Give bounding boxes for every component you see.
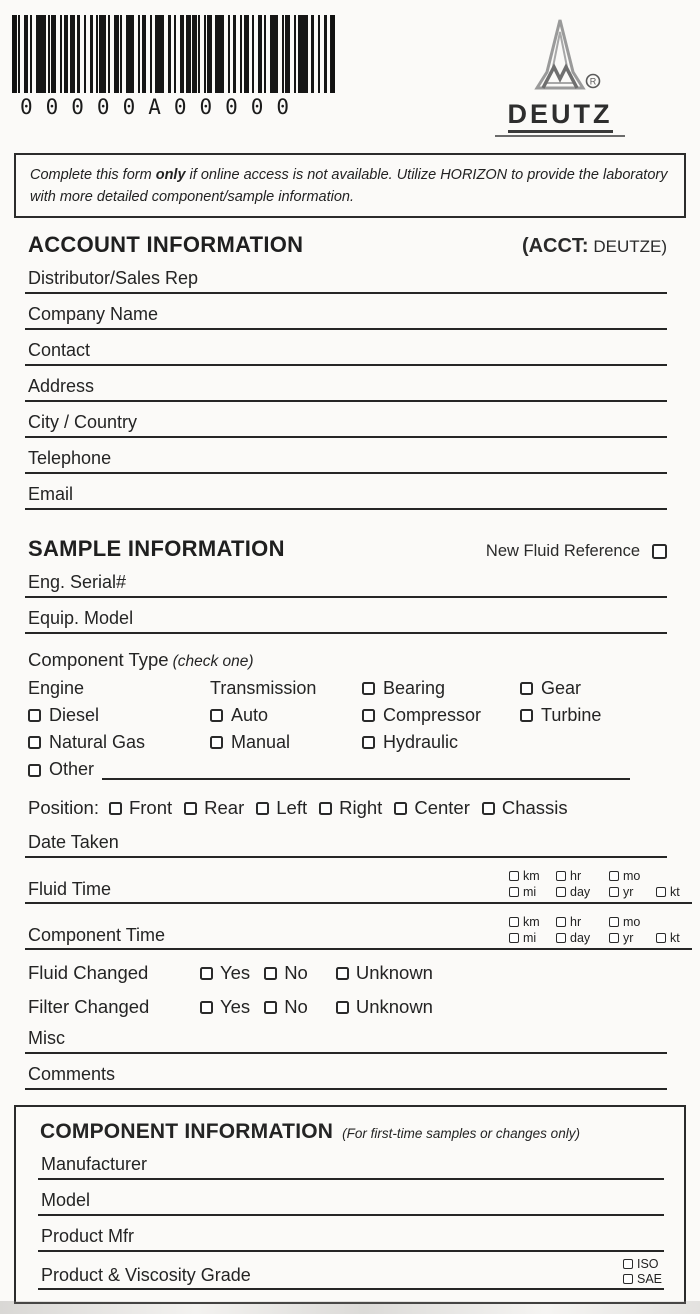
unit-mo[interactable] (609, 915, 656, 929)
no-label: No (284, 962, 308, 983)
account-title: ACCOUNT INFORMATION (28, 232, 304, 257)
kt-checkbox[interactable] (656, 887, 666, 897)
deutz-wordmark: DEUTZ (508, 101, 613, 133)
km-checkbox[interactable] (509, 871, 519, 881)
hr-label: hr (570, 869, 582, 883)
no-checkbox[interactable] (264, 967, 277, 980)
acct-label: (ACCT: (521, 235, 589, 257)
auto-label: Auto (231, 705, 269, 725)
svg-text:R: R (589, 76, 597, 87)
left-label: Left (276, 797, 308, 818)
unit-mi[interactable] (509, 931, 556, 945)
filter-changed-yes[interactable] (200, 996, 250, 1018)
position-front[interactable] (109, 797, 172, 819)
field-distributor[interactable] (25, 267, 667, 294)
field-label-city-country: City / Country (28, 412, 138, 432)
component-type-grid (28, 678, 667, 753)
km-label: km (523, 915, 540, 929)
field-eng-serial[interactable] (25, 571, 667, 598)
unknown-checkbox[interactable] (336, 967, 349, 980)
component-type-label (28, 649, 667, 671)
ct-option-auto[interactable] (210, 705, 362, 726)
field-equip-model[interactable] (25, 607, 667, 634)
turbine-checkbox[interactable] (520, 709, 533, 722)
right-checkbox[interactable] (319, 802, 332, 815)
field-company-name[interactable] (25, 303, 667, 330)
instruction-text-bold: only (155, 167, 186, 183)
deutz-logo (472, 15, 648, 137)
mi-label: mi (523, 885, 537, 899)
gear-label: Gear (541, 678, 582, 698)
instruction-box (14, 153, 686, 218)
hr-checkbox[interactable] (556, 917, 566, 927)
field-label-component-time: Component Time (28, 925, 166, 945)
mo-checkbox[interactable] (609, 917, 619, 927)
field-label-telephone: Telephone (28, 448, 112, 468)
field-label-company-name: Company Name (28, 304, 159, 324)
position-chassis[interactable] (482, 797, 568, 819)
unit-day[interactable] (556, 885, 609, 899)
ct-header-transmission (210, 678, 362, 699)
other-checkbox[interactable] (28, 764, 41, 777)
bearing-label: Bearing (383, 678, 446, 698)
field-label-fluid-time: Fluid Time (28, 879, 112, 899)
deutz-spire-icon (494, 17, 626, 101)
field-manufacturer[interactable] (38, 1153, 664, 1180)
component-time-units (509, 914, 690, 946)
unit-yr[interactable] (609, 885, 656, 899)
unit-mo[interactable] (609, 869, 656, 883)
instruction-text-1: Complete this form (30, 167, 156, 183)
unknown-checkbox[interactable] (336, 1001, 349, 1014)
ct-option-hydraulic[interactable] (362, 732, 520, 753)
mo-label: mo (623, 915, 641, 929)
mi-label: mi (523, 931, 537, 945)
rear-checkbox[interactable] (184, 802, 197, 815)
ct-empty-cell (520, 732, 667, 753)
position-label: Position: (28, 797, 99, 818)
unit-km[interactable] (509, 869, 556, 883)
kt-label: kt (670, 931, 680, 945)
yr-checkbox[interactable] (609, 933, 619, 943)
field-email[interactable] (25, 483, 667, 510)
kt-label: kt (670, 885, 680, 899)
new-fluid-reference (486, 542, 667, 561)
field-label-date-taken: Date Taken (28, 832, 119, 852)
ct-option-bearing[interactable] (362, 678, 520, 699)
sae-label: SAE (636, 1271, 662, 1286)
no-checkbox[interactable] (264, 1001, 277, 1014)
unknown-label: Unknown (355, 996, 433, 1017)
filter-changed-unknown[interactable] (336, 996, 433, 1018)
day-checkbox[interactable] (556, 933, 566, 943)
position-right[interactable] (319, 797, 382, 819)
field-label-distributor: Distributor/Sales Rep (28, 268, 199, 288)
field-label-comments: Comments (28, 1064, 116, 1084)
scan-edge-artifact (0, 1301, 700, 1314)
yes-label: Yes (220, 962, 251, 983)
fluid-changed-no[interactable] (264, 962, 308, 984)
left-checkbox[interactable] (256, 802, 269, 815)
unknown-label: Unknown (355, 962, 433, 983)
filter-changed-no[interactable] (264, 996, 308, 1018)
yes-checkbox[interactable] (200, 967, 213, 980)
manual-checkbox[interactable] (210, 736, 223, 749)
yes-checkbox[interactable] (200, 1001, 213, 1014)
yr-label: yr (623, 885, 634, 899)
mo-label: mo (623, 869, 641, 883)
ct-header-transmission-label: Transmission (210, 678, 317, 698)
yr-label: yr (623, 931, 634, 945)
position-left[interactable] (256, 797, 307, 819)
new-fluid-reference-label: New Fluid Reference (485, 542, 640, 560)
unit-hr[interactable] (556, 915, 609, 929)
account-number (522, 235, 667, 258)
field-city-country[interactable] (25, 411, 667, 438)
fluid-changed-unknown[interactable] (336, 962, 433, 984)
field-date-taken[interactable] (25, 831, 667, 858)
field-comments[interactable] (25, 1063, 667, 1090)
barcode-bars (12, 15, 335, 93)
unit-hr[interactable] (556, 869, 609, 883)
component-type-note: (check one) (172, 653, 254, 670)
center-checkbox[interactable] (394, 802, 407, 815)
ct-option-turbine[interactable] (520, 705, 667, 726)
component-information-box (14, 1105, 686, 1304)
hydraulic-label: Hydraulic (383, 732, 459, 752)
unit-kt[interactable] (656, 931, 690, 945)
ct-option-natural-gas[interactable] (28, 732, 210, 753)
unit-km[interactable] (509, 915, 556, 929)
field-fluid-time[interactable] (25, 868, 692, 904)
ct-header-engine-label: Engine (28, 678, 85, 698)
component-type-title: Component Type (28, 649, 169, 670)
km-checkbox[interactable] (509, 917, 519, 927)
center-label: Center (414, 797, 470, 818)
natural-gas-label: Natural Gas (49, 732, 146, 752)
grade-sae[interactable] (623, 1272, 662, 1286)
km-label: km (523, 869, 540, 883)
field-component-time[interactable] (25, 914, 692, 950)
field-label-product-viscosity-grade: Product & Viscosity Grade (41, 1265, 251, 1285)
rear-label: Rear (204, 797, 245, 818)
field-label-product-mfr: Product Mfr (41, 1226, 135, 1246)
barcode-value: 00000A00000 (20, 95, 303, 119)
day-label: day (570, 931, 591, 945)
field-label-address: Address (28, 376, 95, 396)
filter-changed-row (28, 996, 667, 1018)
mi-checkbox[interactable] (509, 933, 519, 943)
field-label-email: Email (28, 484, 74, 504)
unit-day[interactable] (556, 931, 609, 945)
ct-header-engine (28, 678, 210, 699)
right-label: Right (339, 797, 383, 818)
hr-label: hr (570, 915, 582, 929)
field-contact[interactable] (25, 339, 667, 366)
field-label-equip-model: Equip. Model (28, 608, 134, 628)
manual-label: Manual (231, 732, 291, 752)
barcode (12, 15, 335, 119)
auto-checkbox[interactable] (210, 709, 223, 722)
mo-checkbox[interactable] (609, 871, 619, 881)
bearing-checkbox[interactable] (362, 682, 375, 695)
new-fluid-reference-checkbox[interactable] (652, 544, 667, 559)
field-label-contact: Contact (28, 340, 91, 360)
other-write-in-line[interactable] (102, 760, 630, 780)
grade-iso[interactable] (623, 1257, 659, 1271)
fluid-changed-label: Fluid Changed (28, 962, 149, 983)
natural-gas-checkbox[interactable] (28, 736, 41, 749)
field-misc[interactable] (25, 1027, 667, 1054)
filter-changed-label: Filter Changed (28, 996, 150, 1017)
diesel-checkbox[interactable] (28, 709, 41, 722)
ct-option-diesel[interactable] (28, 705, 210, 726)
component-information-note: (For first-time samples or changes only) (342, 1126, 580, 1141)
instruction-text-2: if online access is not available. Utilize HORIZON to provide the laboratory with more detailed component/sample information. (30, 167, 668, 205)
ct-option-other[interactable] (28, 759, 630, 780)
field-label-misc: Misc (28, 1028, 65, 1048)
hydraulic-checkbox[interactable] (362, 736, 375, 749)
yes-label: Yes (220, 996, 251, 1017)
chassis-label: Chassis (501, 797, 568, 818)
fluid-changed-row (28, 962, 667, 984)
iso-label: ISO (636, 1256, 659, 1271)
fluid-time-units (509, 868, 690, 900)
position-row (28, 797, 680, 819)
fluid-changed-yes[interactable] (200, 962, 250, 984)
yr-checkbox[interactable] (609, 887, 619, 897)
position-center[interactable] (394, 797, 470, 819)
mi-checkbox[interactable] (509, 887, 519, 897)
day-checkbox[interactable] (556, 887, 566, 897)
field-telephone[interactable] (25, 447, 667, 474)
form-header (0, 0, 700, 137)
field-label-manufacturer: Manufacturer (41, 1154, 148, 1174)
no-label: No (284, 996, 308, 1017)
ct-option-gear[interactable] (520, 678, 667, 699)
position-rear[interactable] (184, 797, 244, 819)
hr-checkbox[interactable] (556, 871, 566, 881)
kt-checkbox[interactable] (656, 933, 666, 943)
field-label-eng-serial: Eng. Serial# (28, 572, 127, 592)
grade-options (623, 1256, 662, 1286)
chassis-checkbox[interactable] (482, 802, 495, 815)
front-label: Front (128, 797, 173, 818)
sae-checkbox[interactable] (623, 1274, 633, 1284)
component-information-title: COMPONENT INFORMATION (40, 1120, 334, 1143)
account-section-header (28, 232, 667, 258)
front-checkbox[interactable] (109, 802, 122, 815)
field-product-viscosity-grade[interactable] (38, 1256, 664, 1290)
compressor-label: Compressor (383, 705, 482, 725)
ct-option-compressor[interactable] (362, 705, 520, 726)
field-model[interactable] (38, 1189, 664, 1216)
iso-checkbox[interactable] (623, 1259, 633, 1269)
turbine-label: Turbine (541, 705, 602, 725)
acct-value: DEUTZE) (593, 237, 667, 256)
day-label: day (570, 885, 591, 899)
field-label-model: Model (41, 1190, 91, 1210)
other-label: Other (49, 759, 95, 779)
field-product-mfr[interactable] (38, 1225, 664, 1252)
unit-yr[interactable] (609, 931, 656, 945)
sample-title: SAMPLE INFORMATION (28, 536, 285, 561)
component-information-header (40, 1120, 664, 1144)
unit-kt[interactable] (656, 885, 690, 899)
diesel-label: Diesel (49, 705, 100, 725)
sample-section-header (28, 536, 667, 562)
ct-option-manual[interactable] (210, 732, 362, 753)
deutz-underline (495, 135, 625, 137)
compressor-checkbox[interactable] (362, 709, 375, 722)
field-address[interactable] (25, 375, 667, 402)
gear-checkbox[interactable] (520, 682, 533, 695)
unit-mi[interactable] (509, 885, 556, 899)
